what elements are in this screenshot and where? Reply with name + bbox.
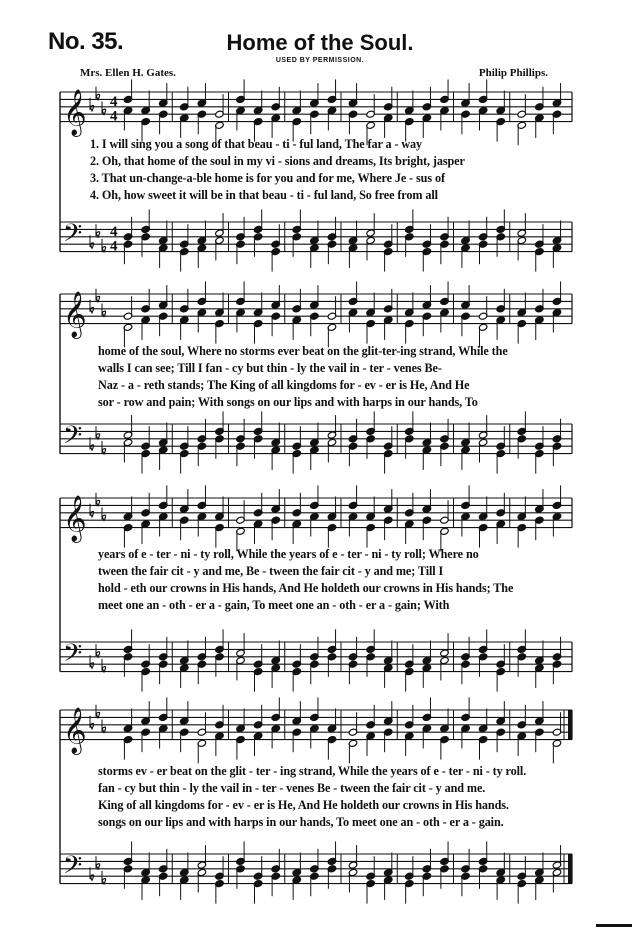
verse-1-line: 1. I will sing you a song of that beau - ti - ful land, The far a - way xyxy=(90,137,423,151)
svg-text:𝄢: 𝄢 xyxy=(63,219,83,255)
svg-text:𝄞: 𝄞 xyxy=(63,89,87,136)
permission-note: USED BY PERMISSION. xyxy=(275,57,365,64)
verse-1-line: home of the soul, Where no storms ever beat on the glit-ter-ing strand, While the xyxy=(98,344,508,358)
hymn-number: No. 35. xyxy=(48,28,124,55)
svg-text:𝄢: 𝄢 xyxy=(63,851,83,887)
verse-1-line: storms ev - er beat on the glit - ter - ing strand, While the years of e - ter - ni - ty roll. xyxy=(98,764,527,778)
verse-2-line: tween the fair cit - y and me, Be - tween the fair cit - y and me; Till I xyxy=(98,564,444,578)
composer-credit: Philip Phillips. xyxy=(478,67,548,79)
verse-3-line: King of all kingdoms for - ev - er is He, And He holdeth our crowns in His hands. xyxy=(98,798,509,812)
svg-text:4: 4 xyxy=(110,223,118,240)
svg-text:𝄞: 𝄞 xyxy=(63,707,87,754)
svg-text:𝄞: 𝄞 xyxy=(63,291,87,338)
author-credit: Mrs. Ellen H. Gates. xyxy=(80,67,176,79)
verse-2-line: fan - cy but thin - ly the vail in - ter - venes Be - tween the fair cit - y and me. xyxy=(98,781,486,795)
verse-3-line: hold - eth our crowns in His hands, And He holdeth our crowns in His hands; The xyxy=(98,581,514,595)
verse-3-line: Naz - a - reth stands; The King of all kingdoms for - ev - er is He, And He xyxy=(98,378,470,392)
svg-text:4: 4 xyxy=(110,108,118,125)
system-3-lyrics xyxy=(98,546,513,614)
page-edge-mark xyxy=(596,924,632,927)
verse-2-line: walls I can see; Till I fan - cy but thin - ly the vail in - ter - venes Be- xyxy=(98,361,442,375)
verse-4-line: meet one an - oth - er a - gain, To meet one an - oth - er a - gain; With xyxy=(98,598,450,612)
svg-text:4: 4 xyxy=(110,238,118,255)
verse-3-line: 3. That un-change-a-ble home is for you and for me, Where Je - sus of xyxy=(90,171,445,185)
verse-1-line: years of e - ter - ni - ty roll, While the years of e - ter - ni - ty roll; Where no xyxy=(98,547,479,561)
system-4-lyrics xyxy=(98,763,526,831)
svg-text:𝄢: 𝄢 xyxy=(63,421,83,457)
verse-4-line: 4. Oh, how sweet it will be in that beau - ti - ful land, So free from all xyxy=(90,188,438,202)
hymn-title: Home of the Soul. xyxy=(226,30,414,55)
verse-4-line: songs on our lips and with harps in our hands, To meet one an - oth - er a - gain. xyxy=(98,815,504,829)
system-1-lyrics xyxy=(90,136,465,204)
verse-2-line: 2. Oh, that home of the soul in my vi - sions and dreams, Its bright, jasper xyxy=(90,154,465,168)
svg-text:4: 4 xyxy=(110,93,118,110)
svg-text:𝄢: 𝄢 xyxy=(63,639,83,675)
verse-4-line: sor - row and pain; With songs on our lips and with harps in our hands, To xyxy=(98,395,478,409)
svg-text:𝄞: 𝄞 xyxy=(63,495,87,542)
system-2-lyrics xyxy=(98,343,508,411)
